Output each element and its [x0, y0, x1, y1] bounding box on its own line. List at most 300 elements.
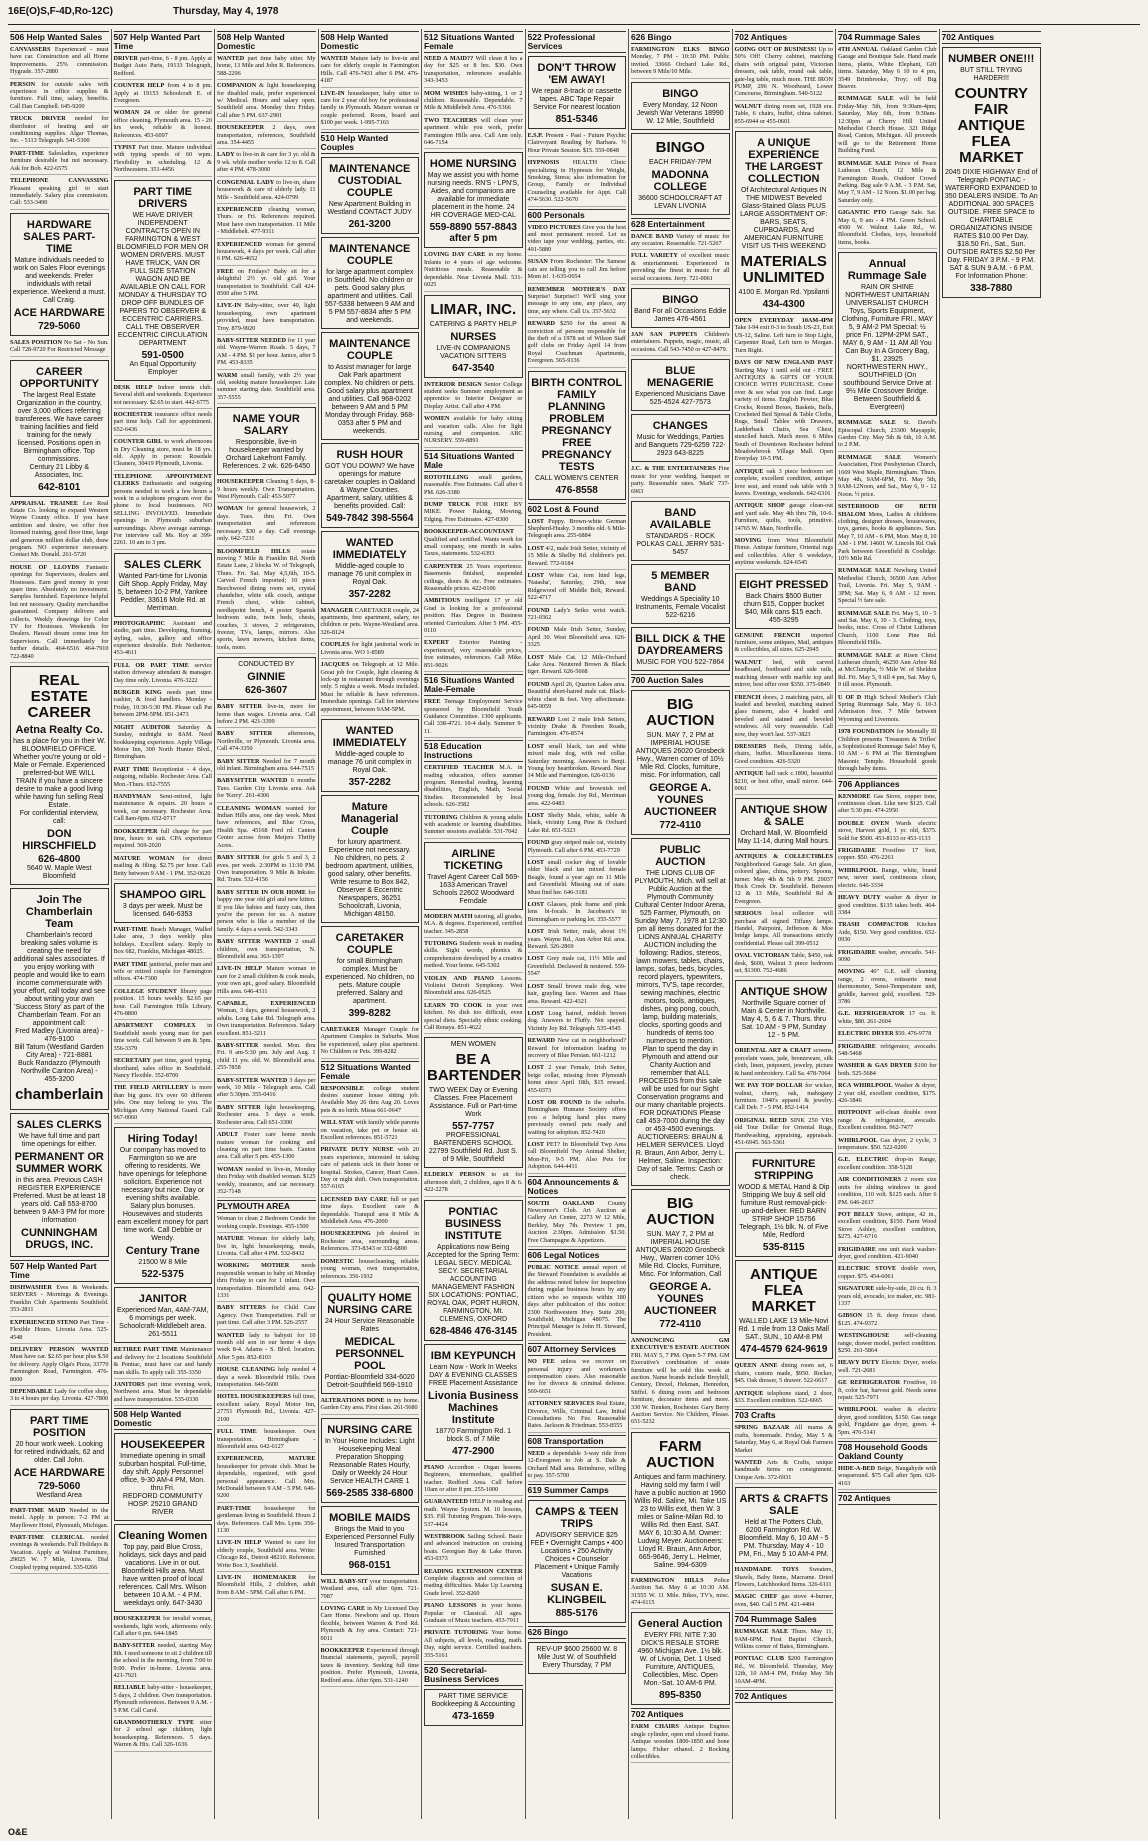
section-heading: 704 Rummage Sales	[838, 31, 937, 44]
ad-title: TELEPHONE CANVASSING	[10, 177, 109, 185]
ad-body: Needed for 7 month old infant. Birmingham area. 644-7515	[217, 757, 316, 773]
display-ad-phone: 559-8890 557-8843 after 5 pm	[429, 222, 517, 245]
display-ad-headline: MAINTENANCE COUPLE	[329, 242, 411, 267]
ad-body: Gas dryer, 2 cycle, 3 temperature. $50. 522-0200	[838, 1136, 937, 1152]
classified-ad	[217, 206, 316, 239]
ad-title: SPRING BAZAAR	[734, 1424, 790, 1432]
ad-body: to live-in & care for 3 yr. old & 9 wk. while mother works 12 to 8. Call after 4 PM. 478-3000	[217, 151, 316, 174]
ad-body: Give you the best and most permanent record. Let us video tape your wedding, parties, etc. 491-5880	[527, 223, 627, 253]
classified-ad	[735, 103, 834, 128]
ad-title: RUMMAGE SALE	[838, 159, 892, 167]
ad-body: Baby-sitter, over 40, light housekeeping, own apartment provided, must have transportation. Troy. 879-9920	[217, 302, 316, 332]
classified-ad	[528, 518, 627, 543]
display-ad-headline: A UNIQUE EXPERIENCE THE LARGEST COLLECTION	[744, 137, 823, 186]
ad-title: LIVE-IN HELP	[217, 965, 263, 973]
classified-ad	[114, 855, 213, 880]
ad-body: bed, with carved headboard, footboard and side rails, matching dresser with marble top and mirror, best offer over $350. 375-0849	[734, 658, 834, 689]
display-ad-headline: NURSING CARE	[327, 1423, 413, 1436]
classified-ad	[424, 1629, 523, 1662]
classified-ad	[838, 652, 937, 692]
ad-title: JACQUES	[320, 661, 350, 669]
display-ad-headline: Hiring Today!	[127, 1133, 198, 1146]
ad-body: 2 room size units for sliding windows in good condition, 110 volt. $125 each. After 6 PM. 646-2617	[838, 1176, 937, 1206]
ad-title: JAN SAN PUPPETS	[631, 331, 698, 339]
display-ad-phone: 434-4300	[762, 299, 805, 311]
ad-body: for 11 year old. Wayne-Warren Roads. 5 days, 7 AM - 4 PM. $1 per hour. Janice, after 5 PM. 453-8335	[217, 337, 316, 367]
ad-body: in your own kitchen. No dish too difficult, even special diets. Specialty ethnic cooking. Call Renaya. 851-4622	[424, 1001, 523, 1032]
classified-ad	[631, 1577, 730, 1610]
ad-title: ANTIQUE	[734, 1389, 764, 1397]
ad-body: local collector will purchase all signed Tiffany lamps. Handel, Pairpoint, Jefferson & Moe bridge lamps. All transactions strictly confidential. Please call 399-0512	[734, 910, 833, 947]
section-heading: PLYMOUTH AREA	[217, 1200, 316, 1213]
classified-ad	[114, 438, 213, 471]
section-heading: 619 Summer Camps	[528, 1484, 627, 1497]
display-ad-headline: JANITOR	[138, 1293, 187, 1306]
display-ad	[321, 795, 420, 923]
classified-ad	[631, 252, 730, 285]
ad-body: wanted for Indian Hills area, one day week. Must have references, and Blue Cross, Health Spa. 45168 Ford rd. Canton Center across from Meijers Thrifty Acres.	[217, 804, 316, 849]
display-ad-text: to Assist manager for large Oak Park apartment complex. No children or pets. Good salary plus apartment and utilities. Call 968-0202 between 9 AM and 5 PM Monday through Friday. 968-0353 after 5 PM and weekends.	[324, 363, 416, 435]
masthead	[8, 6, 1140, 25]
display-ad-phone: 357-2282	[348, 588, 391, 600]
ad-title: BABY SITTER WANTED	[217, 938, 292, 946]
ad-title: PIANO	[424, 1463, 444, 1471]
classified-ad	[114, 384, 213, 409]
classified-ad	[114, 1719, 213, 1752]
section-heading: 704 Rummage Sales	[735, 1613, 834, 1626]
ad-title: NEED	[527, 1449, 545, 1457]
ad-body: Take I-94 exit 0-3 to South US-23, Exit US-12, Saline. Left turn to Stop Light, Carpenter Road, Left turn to Morgan. Turn Right.	[734, 324, 833, 354]
ad-title: DAYS OF NEW ENGLAND PAST	[734, 359, 833, 367]
ad-body: M.A. in reading education, offers summer program. Remedial reading, learning disabilities, English, Math, Social Studies. Recommended by local schools. 626-3582	[424, 764, 523, 809]
display-ad	[942, 47, 1042, 298]
display-ad-headline: WANTED IMMEDIATELY	[332, 536, 407, 561]
display-ad-text: New Apartment Building in Westland CONTACT JUDY	[327, 200, 412, 216]
classified-ad	[424, 1464, 523, 1497]
ad-body: Washer & dryer, 2 year old, excellent condition, $175. 426-1846	[838, 1082, 937, 1105]
display-ad	[735, 980, 834, 1044]
ad-body: for wicker, walnut, cherry, oak, mahogany furniture. 1940's apparel & jewelry. Call Deb. 7 - 5 PM. 852-1414	[734, 1082, 833, 1112]
classified-ad	[424, 639, 523, 672]
classified-ad	[735, 1593, 834, 1611]
display-ad	[735, 131, 834, 314]
classified-ad	[735, 853, 834, 908]
classified-ad	[528, 286, 627, 319]
classified-ad	[10, 1346, 109, 1386]
ad-title: GIGANTIC PTO	[838, 209, 887, 217]
ad-title: FULL VARIETY	[631, 252, 678, 260]
ad-title: DANCE BAND	[631, 232, 674, 240]
display-ad-headline: NUMBER ONE!!!	[948, 53, 1035, 65]
display-ad	[424, 1200, 523, 1341]
classified-ad	[838, 1285, 937, 1310]
classified-ad	[528, 159, 627, 206]
ad-title: WASHER & GAS DRYER	[838, 1062, 912, 1070]
ad-title: RCA WHIRLPOOL	[838, 1082, 893, 1090]
display-ad-text: WE HAVE DRIVER INDEPENDENT CONTRACTS OPEN IN FARMINGTON & WEST BLOOMFIELD FOR MEN OR WOMEN DRIVERS. MUST HAVE TRUCK, VAN OR FULL SIZE STATION WAGON AND BE AVAILABLE ON CALL FOR MONDAY & THURSDAY TO DROP OFF BUNDLES OF PAPERS TO OBSERVER & ECCENTRIC CARRIERS.	[116, 211, 209, 323]
ad-title: RUMMAGE SALE	[838, 453, 902, 461]
classified-ad	[631, 46, 730, 79]
display-ad-text: Experienced Man, 4AM-7AM, 6 mornings per week. Schoolcraft-Middlebelt area. 261-5511	[117, 1307, 209, 1339]
display-ad-text: PROFESSIONAL BARTENDERS SCHOOL 22799 Southfield Rd. Just S. of 9 Mile, Southfield	[428, 1132, 518, 1164]
ad-title: FARMINGTON HILLS	[631, 1576, 704, 1584]
ad-body: $200 Farmington Rd., W. Bloomfield. Thursday, May 12th, 10 AM-4 PM, Friday May 5th 10AM-4PM.	[734, 1655, 833, 1685]
display-ad-text: 20 hour work week. Looking for retired individuals, 62 and older. Call John.	[14, 1440, 105, 1464]
classified-ad	[114, 1346, 213, 1379]
section-heading: 706 Appliances	[838, 778, 937, 791]
ad-body: job desired in Rochester area, surrounding areas. References. 373-8343 or 332-6800	[320, 1230, 419, 1253]
display-ad-phone: 626-3607	[245, 685, 288, 697]
ad-title: FRENCH	[734, 693, 761, 701]
display-ad-headline: GINNIE	[247, 671, 286, 684]
section-heading: 628 Entertainment	[631, 218, 730, 231]
ad-title: BABY SITTERS	[217, 1304, 266, 1312]
display-ad	[321, 1506, 420, 1575]
ad-title: OPEN EVERYDAY 10AM-4PM	[734, 317, 833, 325]
classified-ad	[217, 505, 316, 545]
ad-body: part time baby sitter. My home, 13 Mile and John R. References. 588-2296	[217, 55, 316, 77]
classified-ad	[321, 1026, 420, 1059]
classified-ad	[424, 975, 523, 1000]
classified-ad	[735, 1390, 834, 1408]
classified-ad	[424, 1533, 523, 1566]
ad-title: PONTIAC CLUB	[734, 1655, 785, 1663]
classified-ad	[528, 132, 627, 157]
ad-title: SALES POSITION	[10, 338, 62, 346]
display-ad	[631, 288, 730, 328]
ad-title: QUEEN ANNE	[734, 1362, 778, 1370]
display-ad-headline: RUSH HOUR	[336, 448, 404, 461]
classified-ad	[838, 503, 937, 565]
ad-body: telephone stand, 2 door, $33. Excellent condition. 522-6665	[734, 1389, 833, 1404]
classified-ad	[838, 1211, 937, 1244]
classified-ad	[424, 1602, 523, 1627]
classified-ad	[217, 268, 316, 301]
ad-body: small black, tan and white mixed male dog, with red collar. Saturday morning. Answers to Benji. Young boy heartbroken. Reward. Near 14 Mile and Farmington. 626-0136	[527, 742, 627, 780]
classified-ad	[528, 1010, 627, 1035]
display-ad-headline: PART TIME DRIVERS	[133, 185, 192, 210]
ad-title: HIDE-A-BED	[838, 1465, 876, 1473]
ad-body: in Southfield needs young man for part time work. Call between 9 am & 5pm. 356-3379	[113, 1022, 212, 1052]
ad-body: on Telegraph at 12 Mile. Great job for Couple, light cleaning & lock-up in restaurant through evenings only. 5 nights a week. Meals included. Must be reliable & have references. Immediate openings. Call for interview appointment, between 9AM-5PM.	[320, 661, 419, 713]
classified-ad	[217, 1235, 316, 1260]
ad-body: Lessons. Violinist Detroit Symphony. West Bloomfield area. 626-0525	[424, 974, 523, 997]
display-ad-text: We have full time and part time openings for either.	[18, 1133, 100, 1149]
ad-body: Cleaning 5 days, 8-9 hours weekly. Own Transportation. West Plymouth. Call: 453-5077	[217, 478, 316, 501]
ad-body: Variety of music for any occasion. Reasonable. 721-5267	[631, 232, 730, 248]
ad-title: WOMAN 24	[113, 109, 151, 117]
ad-body: Kitchen Aide, $150. Very good condition. 652-0930	[838, 921, 937, 944]
ad-title: CERTIFIED TEACHER	[424, 764, 494, 772]
classified-ad	[114, 55, 213, 80]
ad-body: for happy one year old girl and new kitten. If you like babies and fuzzy cats, then you're the person for us. A mature person who is like a member of the family. 4 days a week. 542-3343	[217, 888, 316, 933]
display-ad-headline: WANTED IMMEDIATELY	[332, 724, 407, 749]
display-ad	[631, 627, 730, 671]
ad-body: Shelty Male, white, sable & black, vicinity Long Pine & Orchard Lake Rd. 851-5323	[527, 811, 626, 834]
ad-title: CARETAKER	[320, 1025, 360, 1033]
classified-ad	[838, 728, 937, 775]
display-ad	[321, 157, 420, 234]
classified-ad	[735, 1459, 834, 1484]
display-ad-phone: 642-8101	[38, 481, 81, 493]
classified-ad	[10, 150, 109, 175]
classified-ad	[424, 814, 523, 839]
ad-title: LOST	[527, 742, 545, 750]
display-ad-text: 36600 SCHOOLCRAFT AT LEVAN LIVONIA	[638, 194, 723, 210]
ad-body: SINK 250 YRS old Tour Dollar for Oriental Rugs, Handwashing, appraising, appraisals. 451-6945. 563-5361	[734, 1116, 834, 1146]
classified-ad	[735, 1047, 834, 1080]
ad-body: Salesladies, experience furniture desirable but not necessary. Ask for Bob. 422-6575	[10, 149, 109, 172]
classified-ad	[10, 1284, 109, 1317]
display-ad-headline: MAINTENANCE COUPLE	[329, 337, 411, 362]
classified-ad	[217, 55, 316, 80]
section-heading: 506 Help Wanted Sales	[10, 31, 109, 44]
ad-title: RESPONSIBLE	[320, 1084, 364, 1092]
classified-ad	[10, 1507, 109, 1532]
ad-body: Real Estate, Divorce, Wills, Criminal Law, Initial Consultations No Fee. Reasonable Rates. Jackson & Friedman. 553-8555	[527, 1400, 626, 1430]
display-ad	[631, 1612, 730, 1705]
section-heading: 703 Crafts	[735, 1409, 834, 1422]
classified-ad	[528, 681, 627, 714]
ad-title: LOST	[527, 544, 545, 552]
classified-ad	[838, 867, 937, 892]
classified-ad	[424, 117, 523, 150]
ad-title: MATURE WOMAN	[113, 854, 175, 862]
ad-body: small family, with 2½ year old, seeking mature housekeeper. Late summer starting date. Southfield area. 357-5555	[217, 371, 316, 401]
ad-title: SISTERHOOD OF BETH SHALOM	[838, 503, 937, 518]
ad-title: TUTORING	[424, 940, 458, 947]
ad-title: HOUSEKEEPER	[113, 1615, 161, 1623]
ad-title: VIOLIN AND PIANO	[424, 974, 494, 982]
display-ad-text: 18770 Farmington Rd. 1 block S. of 7 Mile	[435, 1427, 511, 1443]
ad-body: housekeeper, baby sitter to care for 2 year old boy for professional family in Plymouth. Mature woman or couple preferred. Room, board and $100 per week. 1-995-7163	[320, 89, 419, 127]
classified-ad	[735, 1117, 834, 1150]
classified-ad	[10, 46, 109, 79]
ad-title: LOST	[527, 1009, 545, 1017]
classified-ad	[217, 302, 316, 335]
ad-body: Antique Engines single cylinder, open end closed frame. Antique wooden 1800-1850 and bone lamps. Fisher ethanol. 2 Rocking collectibles.	[631, 1723, 730, 1761]
ad-body: From Rochester: The Samese cats are telling you to call Jim before Mom is!. 1-635-0654	[527, 258, 626, 281]
ad-body: for direct mailing & filing. $2.75 per hour. Call Betty between 9 AM - 1 PM. 352-0620	[113, 854, 212, 877]
column-10	[940, 29, 1044, 1819]
display-ad-text: Back Chairs $500 Butter churn $15, Copper bucket $40, Milk cans $15 each. 455-3295	[743, 592, 825, 624]
section-heading: 508 Help Wanted Domestic	[321, 31, 420, 53]
ad-title: G.E. REFRIGERATOR	[838, 1010, 905, 1018]
display-ad	[424, 152, 523, 248]
section-heading: 604 Announcements & Notices	[528, 1176, 627, 1198]
display-ad-headline: BINGO	[655, 138, 705, 156]
classified-ad	[838, 610, 937, 650]
display-ad-text: Learn Now - Work In Weeks DAY & EVENING CLASSES FREE Placement Assistance	[428, 1363, 518, 1387]
display-ad	[321, 1418, 420, 1503]
display-ad-headline: FARM AUCTION	[646, 1437, 715, 1471]
ad-title: DEPENDABLE	[10, 1387, 53, 1395]
ad-body: part time evening work, Northwest area. Must be dependable and have transportation. 535-0330	[113, 1380, 213, 1403]
ad-title: U OF D	[838, 693, 862, 701]
classified-ad	[217, 1574, 316, 1599]
ad-body: live-in, more for home than wages. Livonia area. Call before 2 PM. 421-3399	[217, 703, 316, 725]
ad-title: GE REFRIGERATOR	[838, 1379, 901, 1387]
ad-title: EXPERIENCED, MATURE	[217, 1455, 316, 1463]
ad-title: LICENSED DAY CARE	[320, 1195, 388, 1203]
display-ad	[735, 798, 834, 850]
display-ad-headline: PART TIME POSITION	[30, 1414, 89, 1439]
classified-ad	[10, 500, 109, 562]
display-ad-text: TWO WEEK Day or Evening Classes. Free Placement Assistance. Full or Part-time Work	[428, 1087, 518, 1119]
ad-body: your transportation. Westland area, call after 6pm. 721-7987	[320, 1577, 419, 1600]
classified-ad	[838, 1332, 937, 1357]
classified-ad	[321, 1647, 420, 1687]
display-ad-headline: CHANGES	[652, 420, 708, 433]
ad-title: ANNOUNCING GM EXECUTIVE'S ESTATE AUCTION	[631, 1336, 730, 1352]
classified-ad	[528, 320, 627, 367]
ad-title: DESK HELP	[113, 383, 153, 391]
ad-body: Assistant and studio, part time. Developing, framing, styling, sales, gallery and office experience desirable. Bob Netherton. 453-4611	[113, 619, 212, 657]
column-5	[422, 29, 526, 1819]
ad-body: Exterior Painting - experienced, very reasonable prices, free estimates, references. Call Mike. 851-9026	[424, 639, 523, 669]
classified-ad	[10, 81, 109, 114]
ad-title: GUARANTEED	[424, 1498, 469, 1506]
classified-ad	[10, 1319, 109, 1344]
display-ad	[528, 1642, 627, 1674]
ad-body: Complete diagnosis and correction of reading difficulties. Make Up Learning Grade level. 352-8260	[424, 1574, 523, 1597]
ad-body: tutoring, all grades, M.A. & degrees. Experienced, certified teacher. 345-2858	[424, 912, 523, 935]
ad-title: AIR CONDITIONERS	[838, 1176, 902, 1184]
ad-title: COUNTER GIRL	[113, 438, 163, 446]
classified-ad	[735, 468, 834, 501]
ad-title: LOST	[527, 1141, 545, 1148]
ad-body: Mature lady to live-in and care for elderly couple in Farmington Hills. Call 476-7431 after 6 PM. 476-4187	[320, 55, 420, 85]
classified-ad	[528, 1264, 627, 1341]
display-ad-phone: 772-4110	[659, 819, 702, 831]
display-ad-headline: BIG AUCTION	[646, 1194, 715, 1228]
classified-ad	[735, 1628, 834, 1653]
ad-title: WANTED	[217, 1331, 245, 1339]
section-heading: 606 Legal Notices	[528, 1249, 627, 1262]
display-ad-text: Westland Area	[36, 1491, 82, 1499]
classified-ad	[217, 1166, 316, 1199]
classified-ad	[424, 764, 523, 811]
column-1	[8, 29, 112, 1819]
classified-ad	[528, 1037, 627, 1062]
classified-ad	[735, 694, 834, 741]
display-ad	[424, 295, 523, 378]
display-ad-text: 3 days per week. Must be licensed. 646-6353	[122, 903, 203, 918]
display-ad-headline: chamberlain	[15, 1086, 104, 1104]
ad-title: INTERIOR DESIGN	[424, 380, 482, 388]
classified-ad	[217, 1215, 316, 1233]
display-ad-text: Fred Madley (Livonia area) - 476-9100	[15, 1028, 104, 1044]
display-ad-text: Top pay, paid Blue Cross, holidays, sick days and paid vacations. Live in or out. Bloomfield Hills area. Must have written proof of local references. Call Mrs. Wilson between 10 A.M. - 4 P.M. weekdays only. 647-3430	[118, 1544, 207, 1608]
display-ad-headline: SHAMPOO GIRL	[119, 889, 206, 901]
ad-title: JANITORS	[113, 1380, 145, 1388]
ad-body: Sailing School. Basic and advanced instruction on cruising boats. Georgian Bay & Lake Huron. 453-0373	[424, 1532, 523, 1563]
display-ad-text: Chamberlain's record breaking sales volume is creating the need for additional sales associates. If you enjoy working with people and would like to earn income commensurate with your effort, call today and see about writing your own 'Success Story' as part of the Chamberlain Team. For an appointment call:	[13, 932, 106, 1028]
ad-body: All mama & crafts, homemade. Friday, May 5 & Saturday, May 6, at Royal Oak Farmers Market	[734, 1424, 833, 1454]
ad-title: FULL TIME	[217, 1428, 257, 1436]
display-ad-text: Pontiac-Bloomfield 334-6020 Detroit-Southfield 569-1910	[324, 1373, 415, 1389]
classified-ad	[321, 1397, 420, 1415]
ad-body: to sit for afternoon shift, 2 children, ages 8 & 6. 422-2278	[424, 1171, 523, 1194]
column-8	[733, 29, 837, 1819]
display-ad-headline: BLUE MENAGERIE	[646, 365, 714, 390]
display-ad-headline: GEORGE A. YOUNES AUCTIONEER	[643, 781, 717, 818]
display-ad-text: Wanted Part-time for Livonia Gift Shop. Apply Friday, May 5, between 10-2 PM, Yankee Peddler, 33616 Mole Rd. at Merriman.	[117, 572, 208, 612]
display-ad-text: GOT YOU DOWN? We have openings for mature caretaker couples in Oakland & Wayne Counties. Apartment, salary, utilities & benefits provided. Call:	[324, 462, 416, 510]
ad-title: BOOKKEEPER	[320, 1646, 365, 1654]
display-ad-text: SUN. MAY 7, 2 PM at IMPERIAL HOUSE ANTIQUES 26020 Grosbeck Hwy., Warren corner of 10½ Mile Rd. Clocks, furniture, misc. For information, call	[635, 731, 725, 779]
ad-body: dining room set, 6 chairs, custom made, $950. Rocker, $45. Oak dresser, 5 drawer. 522-6617	[734, 1362, 833, 1385]
classified-ad	[528, 224, 627, 257]
ad-body: April 26, Quarton Lakes area. Beautiful short-haired male cat. Black-white chest & feet. Very affectionate. 645-9059	[527, 680, 626, 711]
ad-body: Will clean 8 hrs a day for $25 or 8 hrs. $30. Own transportation, references available. 343-3453	[424, 55, 523, 85]
classified-ad	[838, 1030, 937, 1040]
display-ad	[631, 414, 730, 462]
display-ad-text: CATERING & PARTY HELP	[429, 320, 517, 328]
display-ad	[114, 1524, 213, 1612]
section-heading: 507 Help Wanted Part Time	[10, 1260, 109, 1282]
ad-body: for invalid woman, weekends, light work, afternoons only. Call after 6 pm. 644-1845	[113, 1615, 212, 1637]
display-ad	[424, 1037, 523, 1168]
ad-body: small gardens, reasonable. Free Estimates. Call after 6 PM. 626-3380	[424, 473, 523, 496]
classified-ad	[114, 1615, 213, 1640]
display-ad	[321, 926, 420, 1023]
ad-body: needed evenings & weekends. Full Holidays & Vacation. Apply at Walnut Furniture, 29025 W. 7 Mile, Livonia. Dial Coupled typing required. 535-0266	[10, 1533, 109, 1571]
display-ad-headline: PERMANENT OR SUMMER WORK	[14, 1151, 104, 1176]
ad-body: or older for general office cleaning. Plymouth area. 15 - 20 hrs week, reliable & honest. References. 453-6097	[113, 109, 213, 139]
display-ad-headline: DON'T THROW 'EM AWAY!	[537, 62, 616, 86]
ad-body: Garage Sale. Sat. May 6, 9 am - 4 PM. Green School. 4500 W. Walnut Lake Rd., W. Bloomfield. Clothes, toys, household items, books.	[838, 209, 937, 246]
ad-title: PRIVATE TUTORING	[424, 1629, 488, 1637]
ad-title: BABY SITTER	[217, 757, 260, 765]
classified-ad	[838, 1379, 937, 1404]
classified-ad	[217, 777, 316, 802]
ad-body: self-clean double oven range & refrigerator, avocado. Excellent condition. 962-7477	[838, 1109, 937, 1132]
ad-body: Up to 50% Off! Cherry cabinet, matching chairs with original paint, Victorian dressers, oak table, round oak table, gate-leg table, much more. THE IRON PUMP, 296 N. Woodward, Lower Concourse, Birmingham. 540-5122	[734, 46, 833, 98]
display-ad-headline: ANTIQUE SHOW	[740, 986, 828, 999]
ad-body: for Child Care Agency. Own Transportation. Full or part time. Call after 3 PM. 526-2557	[217, 1304, 316, 1327]
ad-title: EXPERIENCED STENO	[10, 1318, 78, 1326]
ad-title: LOST	[527, 859, 545, 866]
ad-body: Wanted to care for elderly couple, Southfield area. Write: Chicago Rd., Detroit 48210. Reference. Write Box 3, Southfield.	[217, 1539, 316, 1569]
ad-body: needs part time cashier, & food handlers. Monday - Friday, 10:30-5:30 PM. Please call Pat between 2PM-5PM. 851-2473	[113, 689, 212, 719]
classified-ad	[321, 1605, 420, 1645]
ad-title: VIDEO PICTURES	[527, 223, 581, 231]
ad-body: Pleasant speaking girl to start immediately. Salary plus commission. Call: 533-3490	[10, 184, 109, 207]
classified-ad	[424, 90, 523, 115]
ad-body: 25 Years experience. Basements finished, suspended ceilings, doors & etc. Free estimates. Reasonable prices. 422-0106	[424, 562, 523, 593]
display-ad-text: REV-UP $600 25600 W. 8 Mile Just W. of Southfield Every Thursday, 7 PM	[536, 1646, 618, 1670]
classified-ad	[114, 724, 213, 764]
classified-ad	[838, 567, 937, 607]
display-ad-headline: NAME YOUR SALARY	[232, 413, 300, 438]
ad-title: CONGENIAL LADY	[217, 178, 275, 186]
ad-title: WANTED	[734, 1459, 762, 1466]
classified-ad	[321, 1258, 420, 1283]
ad-title: PART-TIME	[113, 926, 148, 933]
ad-title: WOMEN	[424, 415, 450, 423]
ad-body: part time, good typing, shorthand, sales office in Southfield. Nancy Flexible. 352-8700	[113, 1057, 213, 1079]
display-ad-headline: CAMPS & TEEN TRIPS	[535, 1506, 619, 1531]
display-ad	[321, 531, 420, 604]
ad-body: White and brownish red young dog, female. Joy Rd., Merriman area. 422-0483	[527, 784, 626, 807]
ad-body: Prince of Peace Lutheran Church, 12 Mile & Farmington Roads. Outdoor Crowd Parking. Bag sale 9 A.M. - 3 P.M. Sat, May 7, 9 AM - 12 Noon. $1.00 per bag. Saturday only.	[838, 159, 937, 204]
ad-body: Table, $450, oak desk, $600, Walnut 3 piece bedroom set, $1300. 752-4686	[734, 952, 833, 975]
classified-ad	[528, 607, 627, 625]
display-ad-headline: GEORGE A. YOUNES AUCTIONEER	[643, 1280, 717, 1317]
ad-title: RUMMAGE SALE	[838, 609, 890, 617]
display-ad	[838, 252, 937, 416]
